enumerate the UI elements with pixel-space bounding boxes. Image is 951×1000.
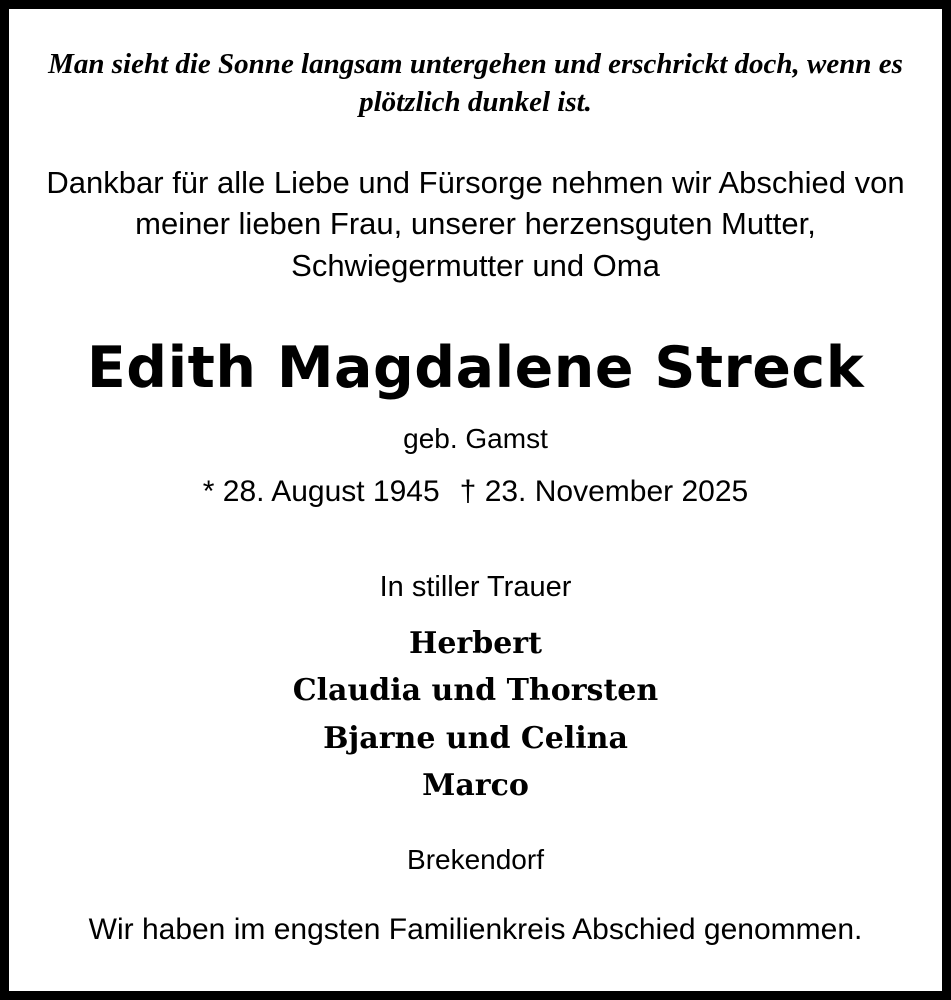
maiden-name: geb. Gamst xyxy=(403,423,548,455)
mourner-line: Marco xyxy=(422,768,529,804)
mourner-line: Herbert xyxy=(409,626,542,662)
mourning-label: In stiller Trauer xyxy=(379,571,572,604)
birth-date: * 28. August 1945 xyxy=(202,475,440,509)
deceased-name: Edith Magdalene Streck xyxy=(86,335,865,402)
death-date: † 23. November 2025 xyxy=(459,475,749,509)
place-name: Brekendorf xyxy=(407,843,544,875)
mourner-line: Claudia und Thorsten xyxy=(292,673,659,709)
life-dates xyxy=(203,475,748,509)
intro-text: Dankbar für alle Liebe und Fürsorge nehmen wir Abschied von meiner lieben Frau, unserer herzensguten Mutter, Schwiegermutter und Oma xyxy=(46,164,905,284)
memorial-quote: Man sieht die Sonne langsam untergehen und erschrickt doch, wenn es plötzlich dunkel ist. xyxy=(48,48,903,119)
mourner-line: Bjarne und Celina xyxy=(323,720,628,756)
mourners-list xyxy=(293,620,658,810)
closing-note: Wir haben im engsten Familienkreis Abschied genommen. xyxy=(88,912,863,946)
